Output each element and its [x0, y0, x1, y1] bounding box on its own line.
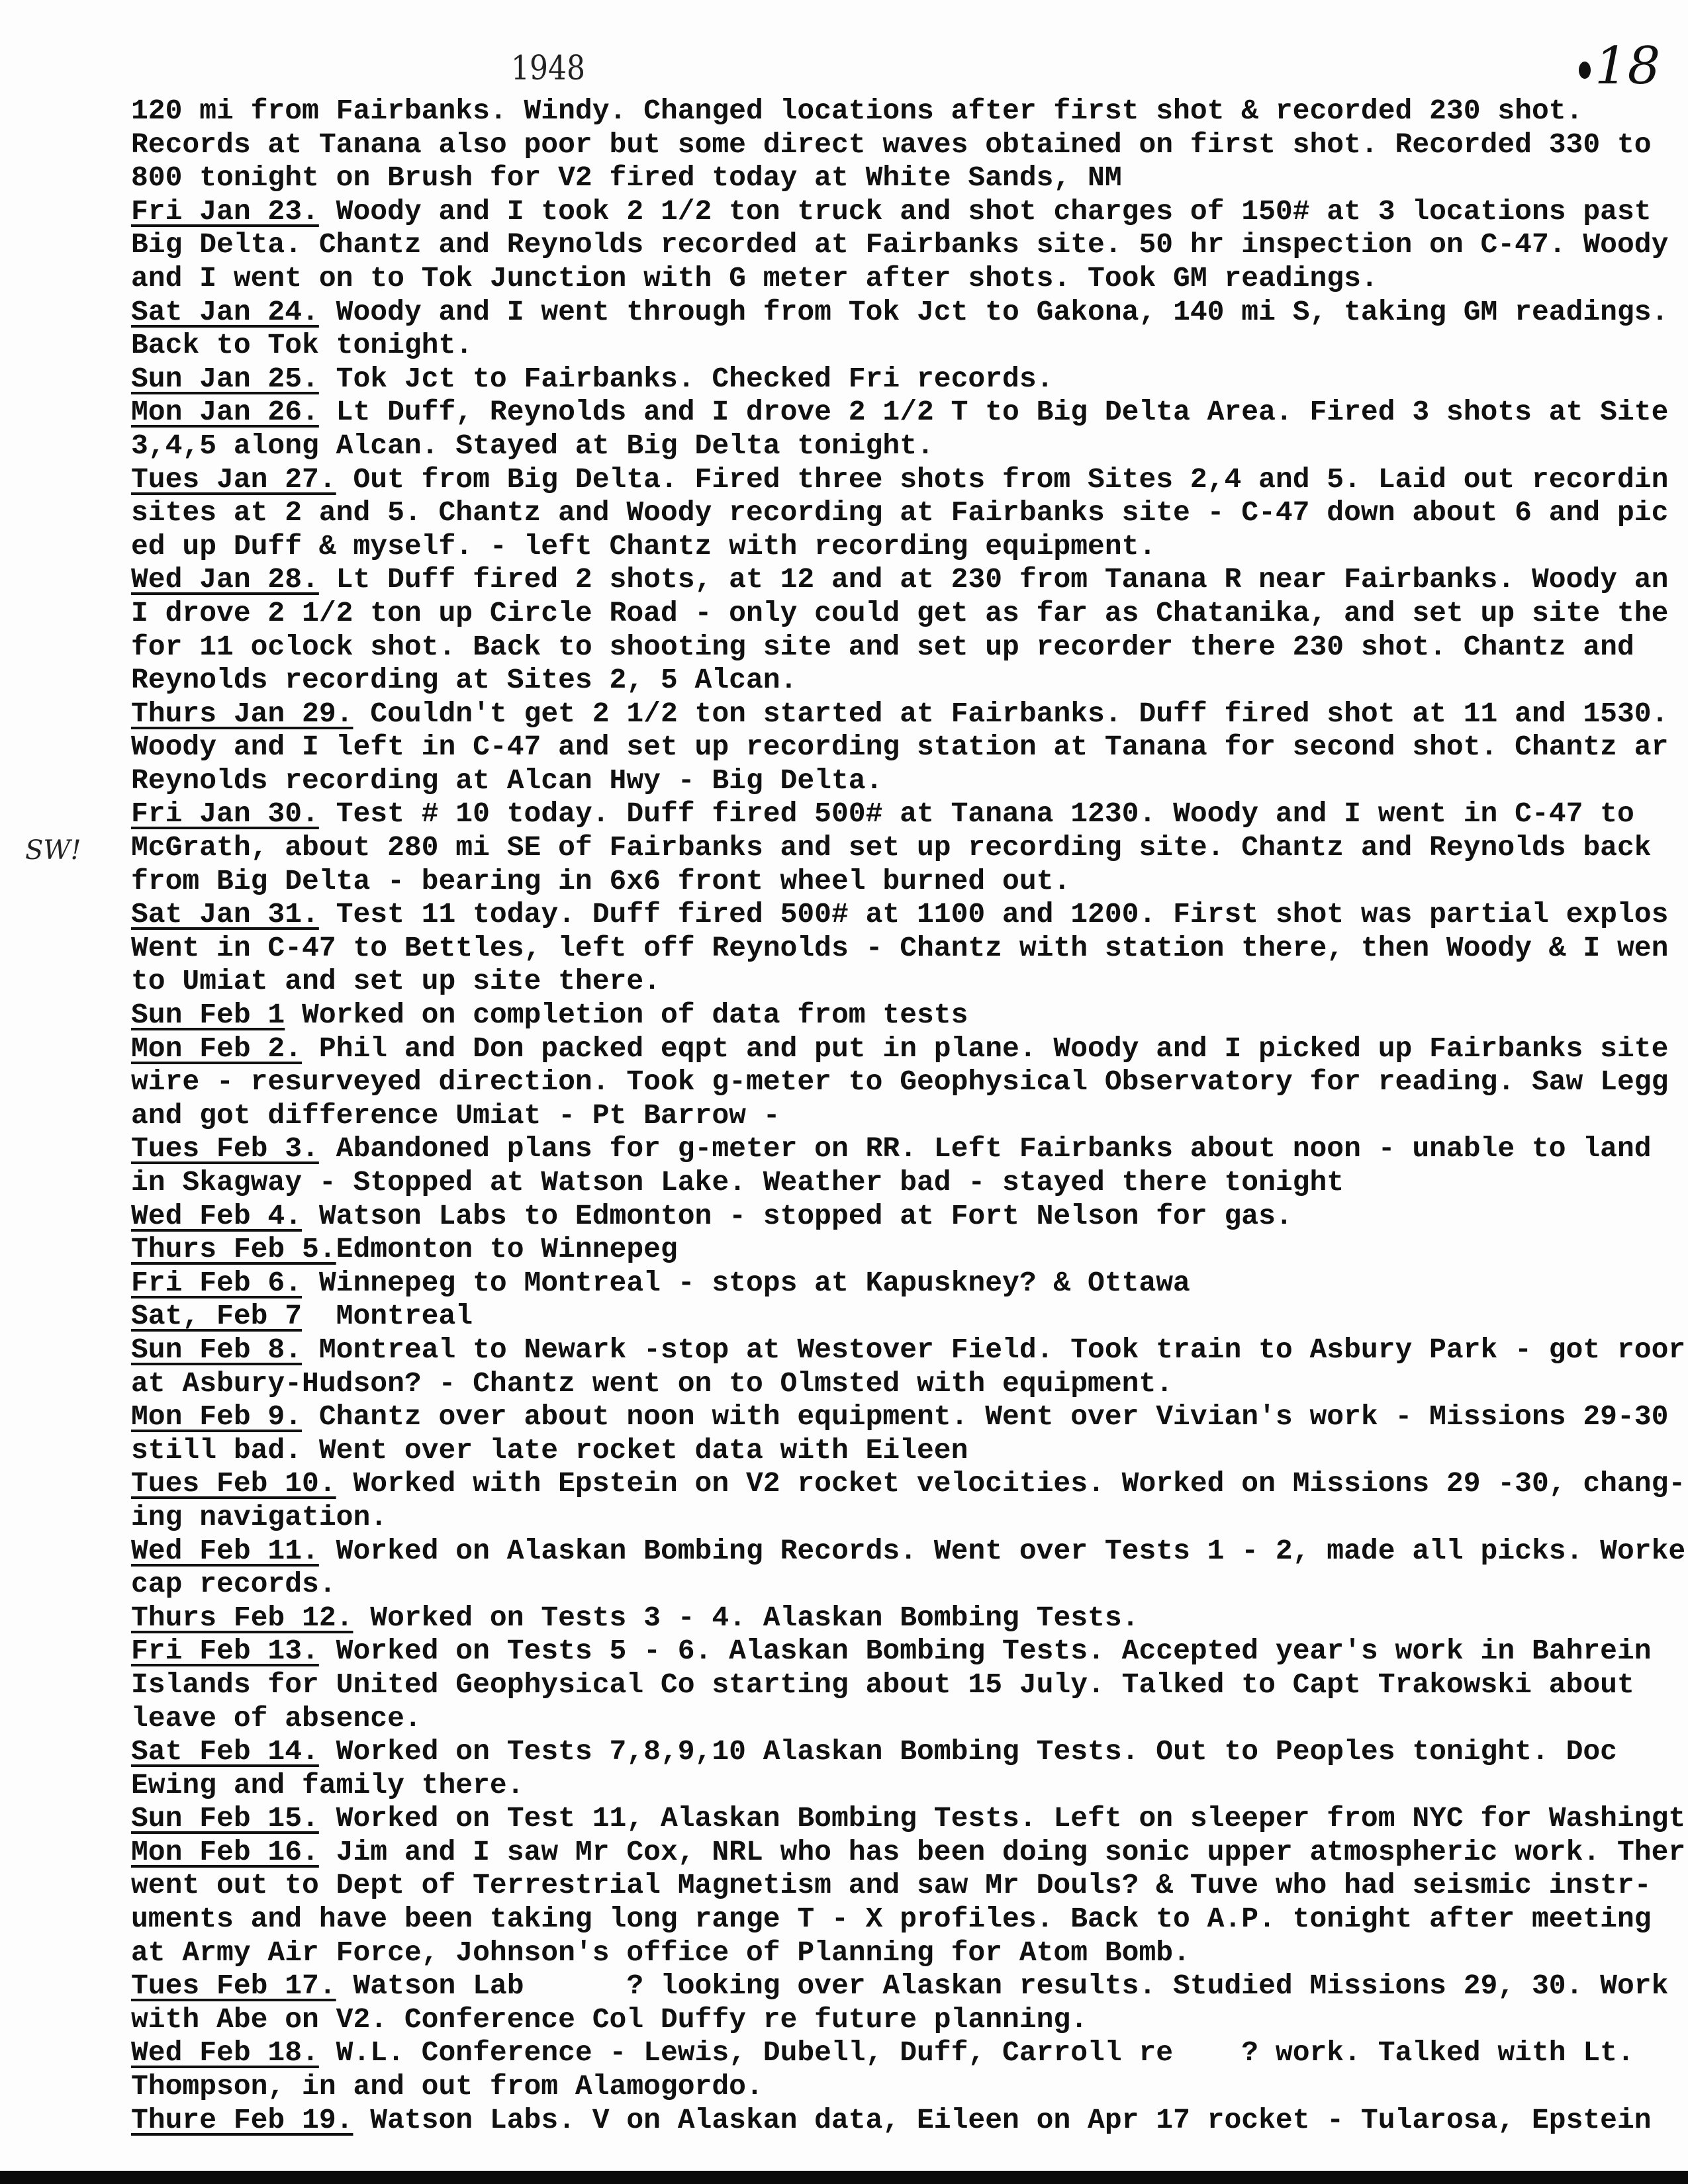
entry-text: Out from Big Delta. Fired three shots from Sites 2,4 and 5. Laid out recordin [336, 463, 1669, 496]
entry-date: Sat Jan 31. [131, 898, 319, 931]
entry-text: still bad. Went over late rocket data with Eileen [131, 1433, 968, 1467]
entry-text: Reynolds recording at Alcan Hwy - Big Delta. [131, 764, 883, 797]
entry-text: Worked on Alaskan Bombing Records. Went over Tests 1 - 2, made all picks. Worke [318, 1534, 1686, 1567]
diary-text-line [131, 731, 1688, 764]
entry-text: Reynolds recording at Sites 2, 5 Alcan. [131, 664, 798, 697]
entry-text: ed up Duff & myself. - left Chantz with recording equipment. [131, 529, 1156, 563]
entry-text: Worked on Tests 7,8,9,10 Alaskan Bombing Tests. Out to Peoples tonight. Doc [318, 1735, 1617, 1768]
diary-text-line [131, 1434, 1688, 1468]
diary-text-line [131, 228, 1688, 262]
diary-entry-line [131, 1735, 1688, 1769]
entry-date: Fri Jan 30. [131, 797, 319, 831]
entry-text: Worked on Tests 5 - 6. Alaskan Bombing Tests. Accepted year's work in Bahrein [318, 1635, 1652, 1668]
entry-text: to Umiat and set up site there. [131, 965, 661, 998]
diary-text-line [131, 2003, 1688, 2037]
entry-text: and I went on to Tok Junction with G meter after shots. Took GM readings. [131, 261, 1378, 295]
entry-text: with Abe on V2. Conference Col Duffy re future planning. [131, 2003, 1088, 2036]
entry-date: Thure Feb 19. [131, 2103, 353, 2136]
diary-text-line [131, 1066, 1688, 1099]
entry-text: Worked on Tests 3 - 4. Alaskan Bombing Tests. [353, 1601, 1139, 1634]
year-heading: 1948 [511, 49, 585, 88]
diary-entry-line [131, 1802, 1688, 1836]
diary-entry-line [131, 1032, 1688, 1066]
entry-text: Montreal to Newark -stop at Westover Field. Took train to Asbury Park - got roor [302, 1333, 1686, 1366]
diary-text-line [131, 2070, 1688, 2104]
entry-date: Fri Feb 13. [131, 1635, 319, 1668]
diary-entry-line [131, 1535, 1688, 1569]
diary-text-line [131, 865, 1688, 899]
entry-date: Sat, Feb 7 [131, 1300, 303, 1333]
entry-text: McGrath, about 280 mi SE of Fairbanks and set up recording site. Chantz and Reynolds back [131, 831, 1652, 864]
entry-text: Woody and I went through from Tok Jct to Gakona, 140 mi S, taking GM readings. [318, 295, 1669, 328]
entry-text: Test # 10 today. Duff fired 500# at Tanana 1230. Woody and I went in C-47 to [318, 797, 1634, 831]
entry-date: Wed Jan 28. [131, 563, 319, 596]
entry-text: Woody and I took 2 1/2 ton truck and shot charges of 150# at 3 locations past [318, 195, 1652, 228]
entry-date: Tues Feb 17. [131, 1970, 336, 2003]
diary-text-line [131, 764, 1688, 798]
diary-text-line [131, 329, 1688, 363]
entry-text: Watson Lab ? looking over Alaskan results. Studied Missions 29, 30. Work [336, 1970, 1669, 2003]
diary-entry-line [131, 1836, 1688, 1870]
diary-entry-line [131, 296, 1688, 330]
diary-entry-line [131, 1267, 1688, 1300]
entry-text: Islands for United Geophysical Co starting about 15 July. Talked to Capt Trakowski about [131, 1668, 1634, 1701]
entry-text: Winnepeg to Montreal - stops at Kapuskney? & Ottawa [302, 1266, 1190, 1299]
diary-entry-line [131, 1200, 1688, 1234]
diary-entry-line [131, 1467, 1688, 1501]
diary-text-line [131, 530, 1688, 564]
entry-text: Records at Tanana also poor but some direct waves obtained on first shot. Recorded 330 to [131, 128, 1652, 161]
diary-entry-line [131, 999, 1688, 1032]
diary-text-line [131, 1501, 1688, 1535]
entry-text: at Army Air Force, Johnson's office of Planning for Atom Bomb. [131, 1936, 1190, 1969]
entry-text: Watson Labs. V on Alaskan data, Eileen on Apr 17 rocket - Tularosa, Epstein [353, 2103, 1652, 2136]
entry-text: cap records. [131, 1568, 336, 1601]
entry-text: Ewing and family there. [131, 1768, 524, 1801]
entry-text: Big Delta. Chantz and Reynolds recorded at Fairbanks site. 50 hr inspection on C-47. Woody [131, 228, 1669, 261]
entry-text: Woody and I left in C-47 and set up recording station at Tanana for second shot. Chantz ar [131, 731, 1669, 764]
entry-date: Sun Jan 25. [131, 362, 319, 395]
entry-text: uments and have been taking long range T - X profiles. Back to A.P. tonight after meeting [131, 1903, 1652, 1936]
diary-entry-line [131, 1400, 1688, 1434]
entry-date: Thurs Feb 12. [131, 1601, 353, 1634]
diary-text-line [131, 430, 1688, 463]
diary-text-line [131, 831, 1688, 865]
entry-text: Couldn't get 2 1/2 ton started at Fairbanks. Duff fired shot at 11 and 1530. [353, 697, 1669, 730]
entry-date: Sun Feb 1 [131, 999, 285, 1032]
diary-text-line [131, 496, 1688, 530]
entry-date: Fri Feb 6. [131, 1266, 303, 1299]
entry-text: 800 tonight on Brush for V2 fired today at White Sands, NM [131, 161, 1122, 195]
diary-text-line [131, 128, 1688, 162]
entry-text: in Skagway - Stopped at Watson Lake. Weather bad - stayed there tonight [131, 1166, 1344, 1199]
entry-date: Sat Jan 24. [131, 295, 319, 328]
diary-text-line [131, 1099, 1688, 1133]
entry-text: 3,4,5 along Alcan. Stayed at Big Delta tonight. [131, 429, 934, 462]
entry-text: from Big Delta - bearing in 6x6 front wheel burned out. [131, 864, 1071, 897]
entry-text: sites at 2 and 5. Chantz and Woody recording at Fairbanks site - C-47 down about 6 and pic [131, 496, 1669, 529]
bullet-dot-icon [1579, 62, 1591, 79]
entry-text: Lt Duff fired 2 shots, at 12 and at 230 from Tanana R near Fairbanks. Woody an [318, 563, 1669, 596]
diary-entry-line [131, 797, 1688, 831]
diary-body [131, 95, 1688, 2137]
diary-text-line [131, 631, 1688, 664]
entry-date: Sun Feb 15. [131, 1802, 319, 1835]
diary-text-line [131, 161, 1688, 195]
entry-text: I drove 2 1/2 ton up Circle Road - only could get as far as Chatanika, and set up site the [131, 596, 1669, 629]
entry-text: W.L. Conference - Lewis, Dubell, Duff, Carroll re ? work. Talked with Lt. [318, 2036, 1634, 2070]
entry-date: Mon Feb 9. [131, 1400, 303, 1433]
page-number [1579, 36, 1660, 96]
diary-text-line [131, 1702, 1688, 1736]
entry-text: leave of absence. [131, 1702, 422, 1735]
diary-entry-line [131, 698, 1688, 731]
entry-date: Mon Feb 2. [131, 1032, 303, 1065]
diary-text-line [131, 95, 1688, 128]
entry-text: 120 mi from Fairbanks. Windy. Changed locations after first shot & recorded 230 shot. [131, 95, 1583, 127]
diary-entry-line [131, 1233, 1688, 1267]
diary-entry-line [131, 898, 1688, 932]
diary-text-line [131, 1367, 1688, 1401]
diary-entry-line [131, 363, 1688, 396]
diary-entry-line [131, 1602, 1688, 1635]
entry-text: for 11 oclock shot. Back to shooting site and set up recorder there 230 shot. Chantz and [131, 630, 1634, 663]
entry-date: Tues Feb 3. [131, 1132, 319, 1165]
entry-date: Tues Feb 10. [131, 1467, 336, 1500]
entry-date: Thurs Feb 5. [131, 1233, 336, 1266]
entry-date: Mon Jan 26. [131, 396, 319, 429]
entry-text: Jim and I saw Mr Cox, NRL who has been doing sonic upper atmospheric work. Ther [318, 1835, 1686, 1868]
diary-entry-line [131, 2104, 1688, 2138]
entry-text: Thompson, in and out from Alamogordo. [131, 2070, 763, 2103]
diary-text-line [131, 262, 1688, 296]
entry-text: went out to Dept of Terrestrial Magnetism and saw Mr Douls? & Tuve who had seismic instr- [131, 1869, 1652, 1902]
diary-text-line [131, 1166, 1688, 1200]
diary-text-line [131, 1769, 1688, 1803]
diary-entry-line [131, 1635, 1688, 1668]
entry-date: Thurs Jan 29. [131, 697, 353, 730]
diary-entry-line [131, 1334, 1688, 1367]
entry-text: Edmonton to Winnepeg [336, 1233, 678, 1266]
entry-text: Phil and Don packed eqpt and put in plane. Woody and I picked up Fairbanks site [302, 1032, 1669, 1065]
entry-text: at Asbury-Hudson? - Chantz went on to Olmsted with equipment. [131, 1367, 1174, 1400]
margin-note: SW! [25, 835, 81, 866]
entry-date: Sun Feb 8. [131, 1333, 303, 1366]
entry-text: Montreal [302, 1300, 473, 1333]
entry-text: and got difference Umiat - Pt Barrow - [131, 1099, 780, 1132]
entry-date: Wed Feb 11. [131, 1534, 319, 1567]
diary-entry-line [131, 463, 1688, 497]
diary-entry-line [131, 195, 1688, 229]
diary-entry-line [131, 1970, 1688, 2003]
entry-date: Wed Feb 18. [131, 2036, 319, 2070]
entry-date: Sat Feb 14. [131, 1735, 319, 1768]
entry-text: Abandoned plans for g-meter on RR. Left Fairbanks about noon - unable to land [318, 1132, 1652, 1165]
diary-entry-line [131, 563, 1688, 597]
entry-text: Tok Jct to Fairbanks. Checked Fri records. [318, 362, 1054, 395]
entry-date: Wed Feb 4. [131, 1199, 303, 1232]
entry-text: Worked with Epstein on V2 rocket velocities. Worked on Missions 29 -30, chang- [336, 1467, 1686, 1500]
diary-text-line [131, 597, 1688, 631]
diary-entry-line [131, 1132, 1688, 1166]
entry-date: Fri Jan 23. [131, 195, 319, 228]
entry-text: Chantz over about noon with equipment. Went over Vivian's work - Missions 29-30 [302, 1400, 1669, 1433]
diary-text-line [131, 965, 1688, 999]
entry-date: Mon Feb 16. [131, 1835, 319, 1868]
diary-text-line [131, 1936, 1688, 1970]
diary-text-line [131, 1869, 1688, 1903]
page-number-text: 18 [1595, 36, 1661, 96]
entry-text: Watson Labs to Edmonton - stopped at Fort Nelson for gas. [302, 1199, 1293, 1232]
entry-text: Worked on completion of data from tests [285, 999, 968, 1032]
entry-text: Back to Tok tonight. [131, 329, 473, 362]
entry-text: Went in C-47 to Bettles, left off Reynolds - Chantz with station there, then Woody & I wen [131, 931, 1669, 964]
diary-entry-line [131, 1300, 1688, 1334]
diary-entry-line [131, 2036, 1688, 2070]
scan-bottom-edge [0, 2171, 1688, 2184]
entry-text: ing navigation. [131, 1500, 388, 1533]
entry-text: Test 11 today. Duff fired 500# at 1100 and 1200. First shot was partial explos [318, 898, 1669, 931]
entry-text: wire - resurveyed direction. Took g-meter to Geophysical Observatory for reading. Saw Legg [131, 1066, 1669, 1099]
diary-text-line [131, 664, 1688, 698]
diary-text-line [131, 932, 1688, 966]
entry-text: Lt Duff, Reynolds and I drove 2 1/2 T to Big Delta Area. Fired 3 shots at Site [318, 396, 1669, 429]
entry-text: Worked on Test 11, Alaskan Bombing Tests. Left on sleeper from NYC for Washingt [318, 1802, 1686, 1835]
diary-entry-line [131, 396, 1688, 430]
diary-text-line [131, 1568, 1688, 1602]
diary-text-line [131, 1668, 1688, 1702]
diary-text-line [131, 1903, 1688, 1936]
entry-date: Tues Jan 27. [131, 463, 336, 496]
